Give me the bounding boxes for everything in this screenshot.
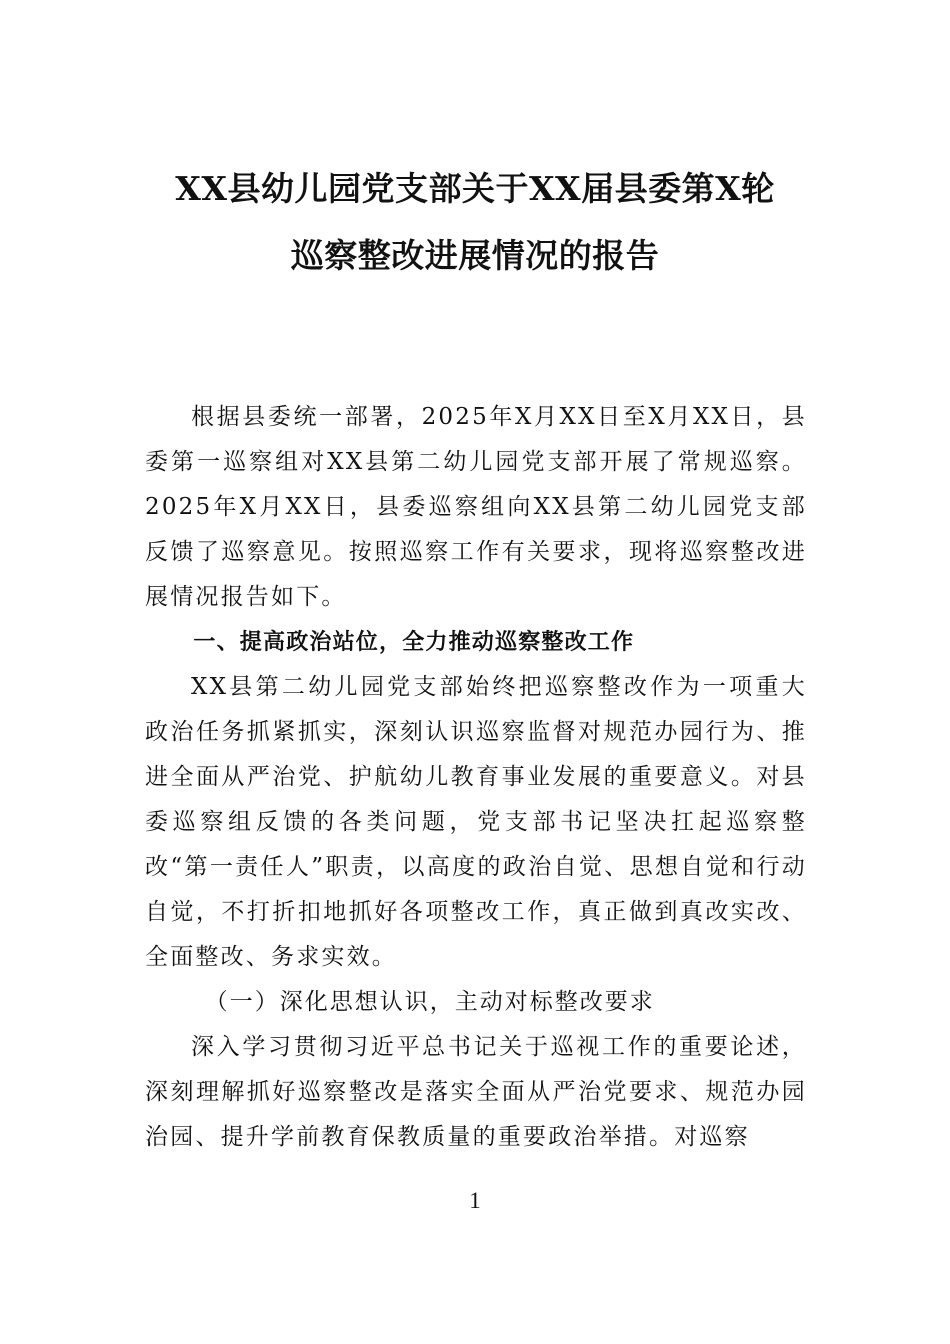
title-line-1: XX县幼儿园党支部关于XX届县委第X轮 xyxy=(175,169,775,208)
subsection-1-1-paragraph: 深入学习贯彻习近平总书记关于巡视工作的重要论述，深刻理解抓好巡察整改是落实全面从严治党要求、规范办园治园、提升学前教育保教质量的重要政治举措。对巡察 xyxy=(145,1034,807,1150)
subsection-heading-1-1: （一）深化思想认识，主动对标整改要求 xyxy=(204,989,655,1015)
title-line-2: 巡察整改进展情况的报告 xyxy=(290,236,660,275)
section-heading-1: 一、提高政治站位，全力推动巡察整改工作 xyxy=(193,630,635,655)
page-number: 1 xyxy=(469,1188,481,1213)
document-title xyxy=(100,166,850,279)
intro-paragraph: 根据县委统一部署，2025年X月XX日至X月XX日，县委第一巡察组对XX县第二幼儿园党支部开展了常规巡察。2025年X月XX日，县委巡察组向XX县第二幼儿园党支部反馈了巡察意见。按照巡察工作有关要求，现将巡察整改进展情况报告如下。 xyxy=(145,404,807,610)
document-body xyxy=(145,395,807,1160)
section-1-paragraph: XX县第二幼儿园党支部始终把巡察整改作为一项重大政治任务抓紧抓实，深刻认识巡察监督对规范办园行为、推进全面从严治党、护航幼儿教育事业发展的重要意义。对县委巡察组反馈的各类问题，党支部书记坚决扛起巡察整改“第一责任人”职责，以高度的政治自觉、思想自觉和行动自觉，不打折扣地抓好各项整改工作，真正做到真改实改、全面整改、务求实效。 xyxy=(145,674,807,970)
